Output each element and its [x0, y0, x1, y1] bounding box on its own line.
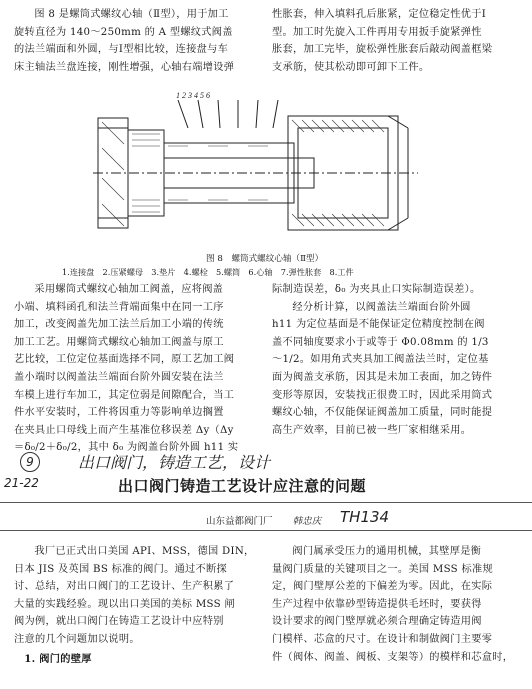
- text-line: 车模上进行车加工，其定位弱是间隙配合，当工: [14, 389, 235, 401]
- text-line: 讨、总结，对出口阀门的工艺设计、生产积累了: [14, 581, 235, 593]
- text-line: 我厂已正式出口美国 API、MSS，德国 DIN，: [34, 546, 255, 557]
- text-line: 小端、填料函孔和法兰背端面集中在同一工序: [14, 301, 224, 313]
- text-line: 盖不同轴度要求小于或等于 Φ0.08mm 的 1/3: [272, 336, 489, 348]
- text-line: 日本 JIS 及英国 BS 标准的阀门。通过不断探: [14, 563, 228, 575]
- text-line: 床主轴法兰盘连接，刚性增强，心轴右端增设弹: [14, 61, 235, 73]
- handwritten-class-code: TH134: [340, 508, 390, 526]
- handwritten-circled-number: [20, 452, 40, 472]
- text-line: 生产过程中依靠砂型铸造提供毛坯时，要获得: [272, 598, 482, 610]
- article-byline: [206, 513, 321, 527]
- text-line: 面为阀盖支承筋，因其是未加工表面，加之铸件: [272, 371, 493, 383]
- text-line: 阀门属承受压力的通用机械，其壁厚是衡: [292, 546, 482, 557]
- top-left-paragraph: [14, 6, 262, 76]
- text-line: 高生产效率，目前已被一些厂家相继采用。: [272, 424, 472, 436]
- text-line: h11 为定位基面是不能保证定位精度控制在阀: [272, 319, 485, 331]
- text-line: 门模样、芯盒的尺寸。在设计和制做阀门主要零: [272, 633, 493, 645]
- text-line: 经分析计算，以阀盖法兰端面台阶外圆: [292, 301, 471, 313]
- title-rule: [0, 502, 532, 503]
- text-line: 在夹具止口母线上而产生基准位移误差 Δy（Δy: [14, 424, 234, 436]
- figure-part-numbers: 1 2 3 4 5 6: [176, 91, 210, 100]
- figure-caption: 图 8 螺筒式螺纹心轴（Ⅱ型）: [206, 254, 324, 264]
- text-line: 件水平安装时，工件将因重力等影响单边搁置: [14, 407, 224, 419]
- byline-rule: [0, 530, 532, 531]
- text-line: ～1/2。如用角式夹具加工阀盖法兰时，定位基: [272, 354, 489, 366]
- section-heading: 1. 阀门的壁厚: [24, 652, 92, 665]
- figure-legend: 1.连接盘 2.压紧螺母 3.垫片 4.螺栓 5.螺筒 6.心轴 7.弹性胀套 8.工件: [62, 267, 354, 277]
- top-right-paragraph: [272, 6, 520, 76]
- text-line: 图 8 是螺筒式螺纹心轴（Ⅱ型），用于加工: [34, 9, 229, 20]
- handwritten-keywords: 出口阀门，铸造工艺，设计: [78, 453, 271, 472]
- bottom-left-paragraph: [14, 543, 262, 668]
- handwritten-page-range: 21-22: [4, 476, 39, 490]
- text-line: ＝δ₀/2＋δ₀/2，其中 δ₀ 为阀盖台阶外圆 h11 实: [14, 442, 239, 454]
- author-name: 韩忠庆: [292, 516, 322, 527]
- handwritten-number-text: 9: [26, 455, 34, 469]
- text-line: 加工，改变阀盖先加工法兰后加工小端的传统: [14, 319, 224, 331]
- text-line: 设计要求的阀门壁厚就必须合理确定铸造用阀: [272, 616, 482, 628]
- mandrel-drawing: [88, 88, 428, 238]
- mid-left-paragraph: [14, 281, 262, 457]
- text-line: 螺纹心轴，不仅能保证阀盖加工质量，同时能提: [272, 407, 493, 419]
- text-line: 胀套，加工完毕，旋松弹性胀套后敲动阀盖框梁: [272, 44, 493, 56]
- text-line: 变形等原因，安装找正很费工时，因此采用筒式: [272, 389, 493, 401]
- text-line: 艺比较，工位定位基面选择不同，原工艺加工阀: [14, 354, 235, 366]
- text-line: 阀为例，就出口阀门在铸造工艺设计中应特别: [14, 616, 224, 628]
- article-title: 出口阀门铸造工艺设计应注意的问题: [118, 477, 367, 495]
- text-line: 量阀门质量的关键项目之一。美国 MSS 标准规: [272, 563, 493, 575]
- bottom-right-paragraph: [272, 543, 520, 666]
- mid-right-paragraph: [272, 281, 520, 439]
- author-affiliation: 山东益都阀门厂: [206, 516, 273, 527]
- text-line: 采用螺筒式螺纹心轴加工阀盖，应将阀盖: [34, 284, 224, 295]
- text-line: 的法兰端面和外圆，与Ⅰ型相比较，连接盘与车: [14, 44, 229, 56]
- text-line: 性胀套，伸入填料孔后胀紧，定位稳定性优于Ⅰ: [272, 9, 487, 20]
- text-line: 际制造误差，δ₀ 为夹具止口实际制造误差）。: [272, 284, 481, 295]
- text-line: 型。加工时先旋入工件再用专用扳手旋紧弹性: [272, 26, 482, 38]
- text-line: 注意的几个问题加以说明。: [14, 633, 140, 645]
- text-line: 定，阀门壁厚公差的下偏差为零。因此，在实际: [272, 581, 493, 593]
- text-line: 大量的实践经验。现以出口美国的美标 MSS 闸: [14, 598, 235, 610]
- text-line: 支承筋，使其松动即可卸下工件。: [272, 61, 430, 73]
- text-line: 件（阀体、阀盖、阀板、支架等）的模样和芯盒时，: [272, 651, 514, 663]
- text-line: 加工工艺。用螺筒式螺纹心轴加工阀盖与原工: [14, 336, 224, 348]
- text-line: 盖小端时以阀盖法兰端面台阶外圆安装在法兰: [14, 371, 224, 383]
- text-line: 旋转直径为 140～250mm 的 A 型螺纹式阀盖: [14, 26, 233, 38]
